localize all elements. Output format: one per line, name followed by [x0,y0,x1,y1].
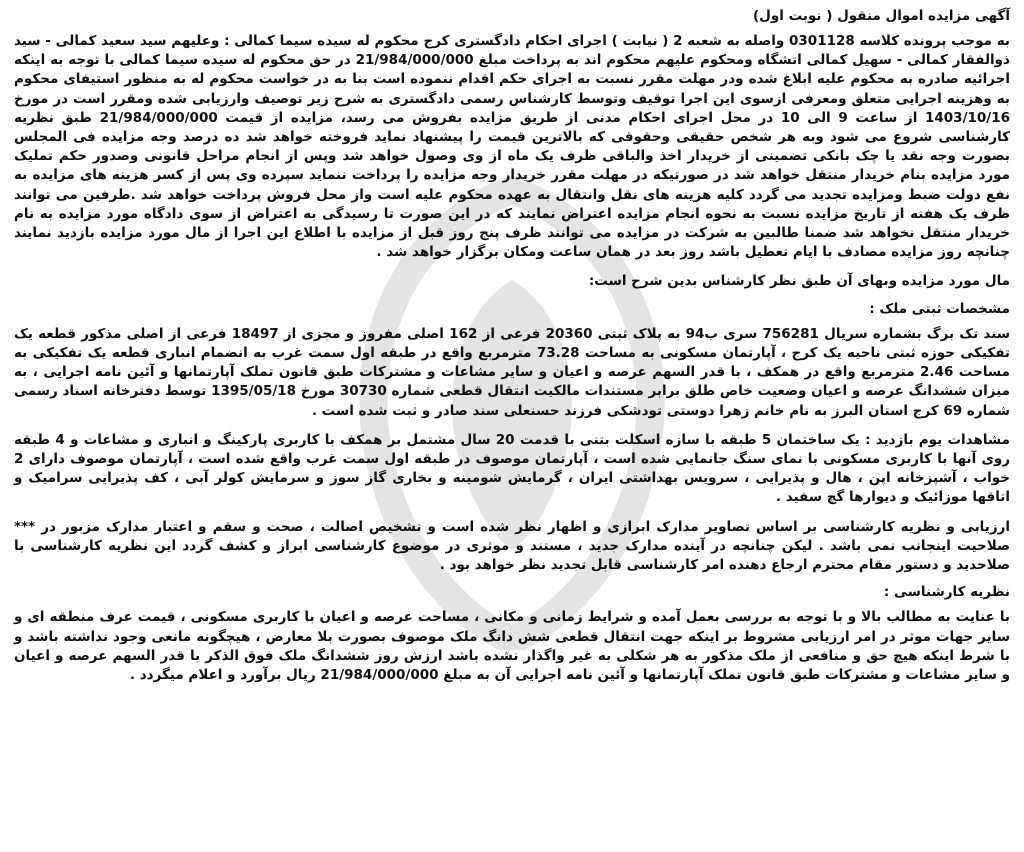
property-intro: مال مورد مزایده وبهای آن طبق نظر کارشناس بدین شرح است: [588,273,1010,290]
inspection-paragraph: مشاهدات یوم بازدید : یک ساختمان 5 طبقه با سازه اسکلت بتنی با قدمت 20 سال مشتمل بر همکف با کاربری پارکینگ و انباری و مشاعات و 4 طبقه روی آنها با کاربری مسکونی با نمای سنگ جانمایی شده است ، آپارتمان موصوف در طبقه اول سمت غرب واقع شده است ، آپارتمان موصوف دارای 2 خواب ، آشپزخانه اپن ، هال و پذیرایی ، سرویس بهداشتی ایران ، گرمایش شومینه و بخاری گاز سوز و سرمایش کولر آبی ، کف پذیرایی سرامیک و اتاقها موزائیک و دیوارها گچ سفید . [14,431,1010,506]
notice-title: آگهی مزایده اموال منقول ( نوبت اول) [753,8,1010,24]
opinion-heading: نظریه کارشناسی : [883,584,1010,601]
evaluation-paragraph: ارزیابی و نظریه کارشناسی بر اساس تصاویر مدارک ابرازی و اظهار نظر شده است و تشخیص اصالت ، صحت و سقم و اعتبار مدارک مزبور در *** صلاحیت اینجانب نمی باشد . لیکن چنانچه در آینده مدارک جدید ، مستند و موثری در موضوع کارشناسی ابراز و کشف گردد این نظریه کارشناسی با صلاحدید و دستور مقام محترم ارجاع دهنده امر کارشناسی قابل تجدید نظر خواهد بود . [14,518,1010,574]
registry-heading: مشخصات ثبتی ملک : [869,300,1010,317]
opinion-paragraph: با عنایت به مطالب بالا و با توجه به بررسی بعمل آمده و شرایط زمانی و مکانی ، مساحت عرصه و اعیان با کاربری مسکونی ، قیمت عرف منطقه ای و سایر جهات موثر در امر ارزیابی مشروط بر اینکه جهت انتقال قطعی شش دانگ ملک موصوف بصورت بلا معارض ، هیچگونه مانعی وجود نداشته باشد و با شرط اینکه هیچ حق و منافعی از ملک مذکور به هر شکلی به غیر واگذار نشده باشد ارزش روز ششدانگ ملک فوق الذکر با قدر السهم عرصه و اعیان و سایر مشاعات و مشترکات طبق قانون تملک آپارتمانها و آئین نامه اجرایی آن به مبلغ 21/984/000/000 ریال برآورد و اعلام میگردد . [14,609,1010,684]
notice-intro-paragraph: به موجب پرونده کلاسه 0301128 واصله به شعبه 2 ( نیابت ) اجرای احکام دادگستری کرج محکوم له سیده سیما کمالی : وعلیهم سید سعید کمالی - سید ذوالفقار کمالی - سهیل کمالی اتشگاه ومحکوم علیهم محکوم اند به پرداخت مبلغ 21/984/000/000 در حق محکوم له سیده سیما کمالی با توجه به اینکه اجرائیه صادره به محکوم علیه ابلاغ شده ودر مهلت مقرر نسبت به اجرای حکم اقدام ننموده است بنا به در خواست محکوم له به منظور استیفای محکوم به وهزینه اجرایی متعلق ومعرفی ازسوی این اجرا توقیف وتوسط کارشناس رسمی دادگستری به شرح زیر توصیف وارزیابی شده ومقرر است در مورخ 1403/10/16 از ساعت 9 الی 10 در محل اجرای احکام مدنی از طریق مزایده بفروش می رسد، مزایده از قیمت 21/984/000/000 طبق نظریه کارشناسی شروع می شود وبه هر شخص حقیقی وحقوقی که بالاترین قیمت را پیشنهاد نماید فروخته خواهد شد ده درصد وجه مزایده فی المجلس بصورت وجه نقد یا چک بانکی تضمینی از خریدار اخذ والباقی ظرف یک ماه از وی وصول خواهد شد وپس از انجام مراحل قانونی وصدور حکم تملیک مورد مزایده بنام خریدار منتقل خواهد شد در صورتیکه در مهلت مقرر خریدار وجه مزایده را پرداخت ننماید سپرده وی پس از کسر هزینه های مزایده به نفع دولت ضبط ومزایده تجدید می گردد کلیه هزینه های نقل وانتقال به عهده محکوم علیه است واز محل فروش پرداخت خواهد شد .طرفین می توانند ظرف یک هفته از تاریخ مزایده نسبت به نحوه انجام مزایده اعتراض نمایند که در این صورت تا رسیدگی به اعتراض از سوی دادگاه مورد مزایده به نام خریدار منتقل نخواهد شد ضمنا طالبین به شرکت در مزایده می توانند ظرف پنج روز قبل از مزایده با اطلاع این اجرا از مال مورد مزایده بازدید نمایند چنانچه روز مزایده مصادف با ایام تعطیل باشد روز بعد در همان ساعت ومکان برگزار خواهد شد . [14,33,1011,261]
registry-details-paragraph: سند تک برگ بشماره سریال 756281 سری ب94 به پلاک ثبتی 20360 فرعی از 162 اصلی مفروز و مجزی از 18497 فرعی از اصلی مذکور قطعه یک تفکیکی حوزه ثبتی ناحیه یک کرج ، آپارتمان مسکونی به مساحت 73.28 مترمربع واقع در طبقه اول سمت غرب به انضمام انباری قطعه یک تفکیکی به مساحت 2.46 مترمربع واقع در همکف ، با قدر السهم عرصه و اعیان و سایر مشاعات و مشترکات طبق قانون تملک آپارتمانها و آئین نامه اجرایی ، به میزان ششدانگ عرصه و اعیان وضعیت خاص طلق برابر مستندات مالکیت انتقال قطعی شماره 30730 مورخ 1395/05/18 توسط دفترخانه اسناد رسمی شماره 69 کرج استان البرز به نام خانم زهرا دوستی تودشکی فرزند حسنعلی سند صادر و ثبت شده است . [14,325,1010,419]
